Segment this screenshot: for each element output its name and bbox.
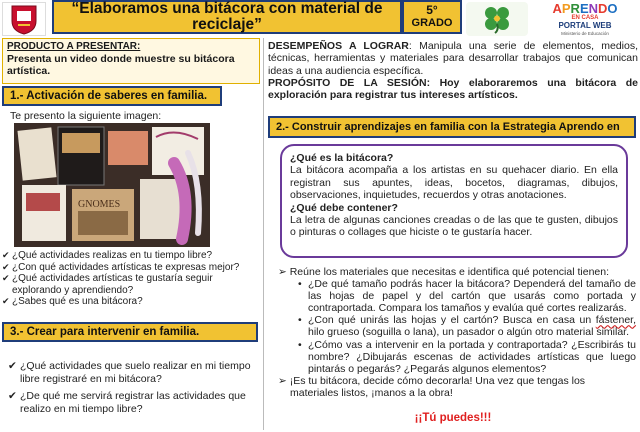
arrow-icon: ➢ — [278, 374, 290, 387]
desempenos-text: : Manipula una serie de elementos, medios, técnicas, herramientas y materiales para desarrollar trabajos que comunican ideas a una audiencia específica. — [268, 40, 639, 77]
grade-label: GRADO — [411, 17, 453, 29]
bitacora-question-1: ¿Qué es la bitácora? — [290, 152, 394, 164]
section-3-header: 3.- Crear para intervenir en familia. — [2, 322, 258, 342]
bullet-icon: • — [298, 338, 302, 351]
section-1-header: 1.- Activación de saberes en familia. — [2, 86, 222, 106]
check-icon: ✔ — [2, 273, 10, 284]
instructions-list — [298, 278, 636, 375]
producto-box — [2, 38, 260, 84]
list-item: ✔ ¿Qué actividades artísticas te gustaría seguir explorando y aprendiendo? — [2, 273, 213, 296]
page-title: “Elaboramos una bitácora con material de reciclaje” — [52, 0, 402, 34]
desempenos-block — [268, 40, 638, 108]
list-item: ✔ ¿Qué actividades realizas en tu tiempo libre? — [2, 250, 213, 261]
instructions-closing: ➢ ¡Es tu bitácora, decide cómo decorarla! Una vez que tengas los materiales listos, ¡manos a la obra! — [278, 374, 586, 399]
check-icon: ✔ — [8, 390, 17, 402]
arrow-icon: ➢ — [278, 266, 290, 278]
instructions-lead: ➢ Reúne los materiales que necesitas e identifica qué potencial tienen: — [278, 266, 610, 278]
bitacora-question-2: ¿Qué debe contener? — [290, 201, 398, 214]
column-divider — [263, 38, 264, 430]
aprendo-web: PORTAL WEB — [558, 21, 612, 30]
bitacora-answer-2: La letra de algunas canciones creadas o de las que te gusten, dibujos o pinturas o collages que hiciste o te gustaría hacer. — [290, 214, 618, 239]
school-logo — [2, 2, 46, 36]
misspelled-word: fástener, — [595, 314, 637, 327]
list-item: • ¿Cómo vas a intervenir en la portada y contraportada? ¿Escribirás tu nombre? ¿Dibujarás escenas de actividades artísticas que luego pintarás o pegarás? ¿Pegarás algunos elementos? — [298, 338, 636, 375]
encouragement-text: ¡¡Tú puedes!!! — [414, 412, 492, 424]
proposito-label: PROPÓSITO DE LA SESIÓN — [268, 76, 427, 89]
section-3-questions — [6, 360, 258, 420]
bitacora-definition-box — [280, 144, 628, 258]
producto-text: Presenta un video donde muestre su bitácora artística. — [7, 53, 235, 77]
bitacora-answer-1: La bitácora acompaña a los artistas en su quehacer diario. En ella registran sus apuntes, ideas, bocetos, diagramas, dibujos, observaciones, inquietudes, recuerdos y otras anotaciones. — [290, 164, 618, 202]
instructions-block — [278, 266, 636, 399]
producto-label: PRODUCTO A PRESENTAR: — [7, 41, 141, 52]
check-icon: ✔ — [2, 250, 10, 260]
aprendo-sub: EN CASA — [571, 15, 599, 21]
section-1-questions — [2, 250, 258, 308]
list-item: ✔ ¿De qué me servirá registrar las actividades que realizo en mi tiempo libre? — [8, 390, 246, 415]
aprendo-word: APRENDO — [552, 1, 618, 16]
section-1-intro: Te presento la siguiente imagen: — [10, 110, 162, 122]
school-crest-icon — [9, 3, 39, 35]
four-leaf-clover-icon — [471, 4, 523, 34]
desempenos-label: DESEMPEÑOS A LOGRAR — [268, 40, 409, 52]
list-item: • ¿De qué tamaño podrás hacer la bitácora? Dependerá del tamaño de las hojas de papel y del cartón que usarás como portada y contraportada. Compara los tamaños y evalúa qué cortes realizarás. — [298, 278, 636, 315]
check-icon: ✔ — [2, 296, 10, 307]
section-2-header: 2.- Construir aprendizajes en familia con la Estrategia Aprendo en — [268, 116, 636, 138]
list-item: • ¿Con qué unirás las hojas y el cartón? Busca en casa un fástener, hilo grueso (soguilla o lana), un pasador o algún otro material similar. — [298, 314, 637, 339]
proposito-text: : Hoy elaboraremos una bitácora de exploración para registrar tus intereses artísticos. — [268, 76, 638, 102]
list-item: ✔ ¿Sabes qué es una bitácora? — [2, 296, 143, 308]
grade-badge — [402, 0, 462, 34]
check-icon: ✔ — [8, 360, 17, 372]
bullet-icon: • — [298, 314, 302, 327]
aprendo-ministry: Ministerio de Educación — [561, 31, 609, 36]
collage-picture — [14, 123, 210, 247]
grade-number: 5° — [426, 3, 438, 17]
bullet-icon: • — [298, 278, 302, 291]
list-item: ✔ ¿Qué actividades que suelo realizar en mi tiempo libre registraré en mi bitácora? — [8, 360, 251, 385]
check-icon: ✔ — [2, 261, 10, 272]
aprendo-en-casa-logo — [532, 0, 638, 38]
bitacora-collage-image — [14, 123, 210, 247]
list-item: ✔ ¿Con qué actividades artísticas te expresas mejor? — [2, 261, 240, 273]
clover-logo — [466, 2, 528, 36]
svg-text:GNOMES: GNOMES — [78, 199, 121, 210]
